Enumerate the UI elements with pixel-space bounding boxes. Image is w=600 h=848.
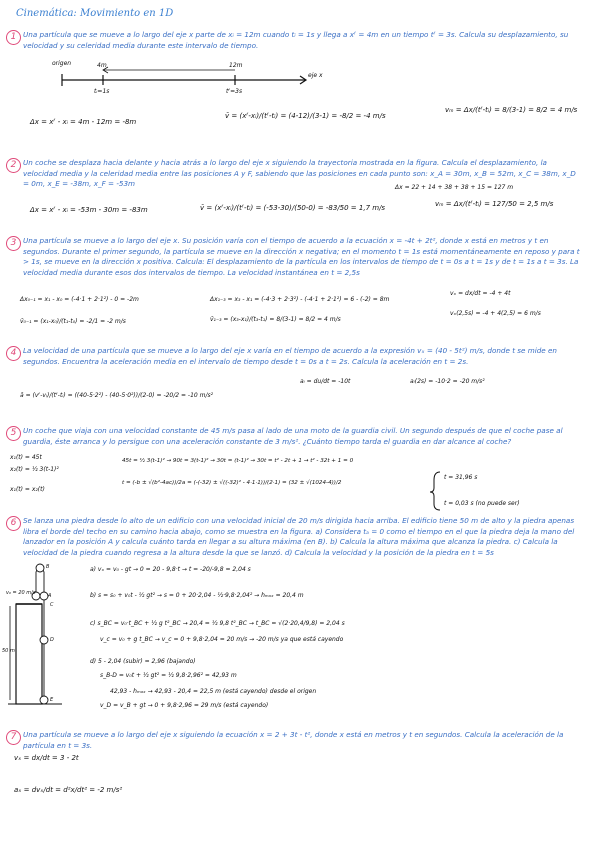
time-final-label: tᶠ=3s [226, 88, 243, 95]
p5-solution-1: t = 31,96 s [444, 474, 478, 481]
time-initial-label: tᵢ=1s [94, 88, 110, 95]
p6-point-a: A [48, 593, 52, 599]
p6-part-d1: d) 5 - 2,04 (subir) = 2,96 (bajando) [90, 658, 196, 665]
p6-height-label: 50 m [2, 648, 15, 654]
axis-label: eje x [308, 72, 323, 79]
problem-3-statement: Una partícula se mueve a lo largo del eje x. Su posición varía con el tiempo de acuerdo a la ecuación x = -4t + 2t², donde x está en metros y t en segundos. Durante el primer segundo, la partícula se mueve en la dirección x negativa; en el momento t = 1s está momentáneamente en reposo y para t > 1s, se mueve en la dirección x positiva. Calcula: El desplazamiento de la partícula en los intervalos de tiempo de t = 0s a t = 1s y de t = 1s a t = 3s. La velocidad media durante esos dos intervalos de tiempo. La velocidad instantánea en t = 2,5s [23, 236, 580, 277]
p4-acceleration-2s-eq: aᵢ(2s) = -10·2 = -20 m/s² [410, 378, 485, 385]
p3-displacement-1-3-eq: Δx₁₋₃ = x₃ - x₁ = (-4·3 + 2·3²) - (-4·1 + 2·1²) = 6 - (-2) = 8m [210, 296, 390, 303]
p4-avg-acceleration-eq: ā = (vᶠ-vᵢ)/(tᶠ-tᵢ) = ((40-5·2²) - (40-5·0²))/(2-0) = -20/2 = -10 m/s² [20, 392, 214, 399]
p6-point-d: D [50, 637, 54, 643]
page-title: Cinemática: Movimiento en 1D [16, 8, 174, 19]
p6-part-d3: 42,93 - hₘₐₓ → 42,93 - 20,4 = 22,5 m (está cayendo) desde el origen [110, 688, 317, 695]
problem-5-number: 5 [6, 426, 21, 441]
p3-displacement-0-1-eq: Δx₀₋₁ = x₁ - x₀ = (-4·1 + 2·1²) - 0 = -2m [20, 296, 139, 303]
p6-part-d2: s_B-D = v₀t + ½ gt² = ½ 9,8·2,96² = 42,93 m [100, 672, 237, 679]
p7-velocity-eq: vₓ = dx/dt = 3 - 2t [14, 754, 79, 762]
p1-speed-eq: vₘ = Δx/(tᶠ-tᵢ) = 8/(3-1) = 8/2 = 4 m/s [445, 106, 578, 114]
p3-velocity-2-5s-eq: vₓ(2,5s) = -4 + 4(2,5) = 6 m/s [450, 310, 541, 317]
problem-3-number: 3 [6, 236, 21, 251]
p6-part-c2: v_c = v₀ + g t_BC → v_c = 0 + 9,8·2,04 = 20 m/s → -20 m/s ya que está cayendo [100, 636, 344, 643]
p6-part-c1: c) s_BC = v₀·t_BC + ½ g t²_BC → 20,4 = ½ 9,8 t²_BC → t_BC = √(2·20,4/9,8) = 2,04 s [90, 620, 345, 627]
problem-5-statement: Un coche que viaja con una velocidad constante de 45 m/s pasa al lado de una moto de la guardia civil. Un segundo después de que el coche pase al guardia, éste arranca y lo persigue con una aceleración constante de 3 m/s². ¿Cuánto tiempo tarda el guardia en dar alcance al coche? [23, 426, 563, 446]
p6-initial-velocity-label: v₀ = 20 m/s [6, 590, 36, 596]
p4-acceleration-eq: aᵢ = du/dt = -10t [300, 378, 351, 385]
problem-2-statement: Un coche se desplaza hacia delante y hacia atrás a lo largo del eje x siguiendo la trayectoria mostrada en la figura. Calcula el desplazamiento, la velocidad media y la celeridad media entre las posiciones A y F, sabiendo que las posiciones en cada punto son: x_A = 30m, x_B = 52m, x_C = 38m, x_D = 0m, x_E = -38m, x_F = -53m [23, 158, 576, 188]
p5-police-eq: x₂(t) = ½ 3(t-1)² [10, 466, 59, 473]
p3-avg-velocity-0-1-eq: v̄₀₋₁ = (x₁-x₀)/(t₁-t₀) = -2/1 = -2 m/s [20, 318, 126, 325]
problem-6-statement: Se lanza una piedra desde lo alto de un edificio con una velocidad inicial de 20 m/s dirigida hacia arriba. El edificio tiene 50 m de alto y la piedra apenas libra el borde del techo en su camino hacia abajo, como se muestra en la figura. a) Considera tₐ = 0 como el tiempo en el que la piedra deja la mano del lanzador en la posición A y calcula cuánto tarda en llegar a su altura máxima (en B). b) Calcula la altura máxima que alcanza la piedra. c) Calcula la velocidad de la piedra cuando regresa a la altura desde la que se lanzó. d) Calcula la velocidad y la posición de la piedra en t = 5s [23, 516, 575, 557]
problem-4-number: 4 [6, 346, 21, 361]
p3-avg-velocity-1-3-eq: v̄₁₋₃ = (x₃-x₁)/(t₃-t₁) = 8/(3-1) = 8/2 = 4 m/s [210, 316, 341, 323]
p6-point-c: C [50, 602, 54, 608]
problem-6-number: 6 [6, 516, 21, 531]
mark-12m-label: 12m [229, 62, 243, 69]
origin-label: origen [52, 60, 72, 67]
p5-quadratic-solution-eq: t = (-b ± √(b²-4ac))/2a = (-(-32) ± √((-32)² - 4·1·1))/(2·1) = (32 ± √(1024-4))/2 [122, 480, 342, 486]
p6-part-a: a) vₓ = v₀ - gt → 0 = 20 - 9,8·t → t = -20/-9,8 = 2,04 s [90, 566, 251, 573]
p2-velocity-eq: v̄ = (xᶠ-xᵢ)/(tᶠ-tᵢ) = (-53-30)/(50-0) = -83/50 = 1,7 m/s [200, 204, 386, 212]
p2-displacement-eq: Δx = xᶠ - xᵢ = -53m - 30m = -83m [30, 206, 148, 214]
problem-4-statement: La velocidad de una partícula que se mueve a lo largo del eje x varía en el tiempo de acuerdo a la expresión vₓ = (40 - 5t²) m/s, donde t se mide en segundos. Encuentra la aceleración media en el intervalo de tiempo desde t = 0s a t = 2s. Calcula la aceleración en t = 2s. [23, 346, 557, 366]
p5-car-eq: x₁(t) = 45t [10, 454, 42, 461]
p5-meet-eq: x₁(t) = x₂(t) [10, 486, 45, 493]
p1-velocity-eq: v̄ = (xᶠ-xᵢ)/(tᶠ-tᵢ) = (4-12)/(3-1) = -8/2 = -4 m/s [225, 112, 386, 120]
p5-solution-2: t = 0,03 s (no puede ser) [444, 500, 520, 507]
mark-4m-label: 4m [97, 62, 107, 69]
p6-point-e: E [50, 697, 54, 703]
p7-acceleration-eq: aₓ = dvₓ/dt = d²x/dt² = -2 m/s² [14, 786, 123, 794]
p6-point-b: B [46, 564, 50, 570]
problem-2-number: 2 [6, 158, 21, 173]
p6-part-d4: v_D = v_B + gt → 0 + 9,8·2,96 = 29 m/s (está cayendo) [100, 702, 269, 709]
p5-quadratic-setup-eq: 45t = ½ 3(t-1)² → 90t = 3(t-1)² → 30t = (t-1)² → 30t = t² - 2t + 1 → t² - 32t + 1 = 0 [122, 458, 354, 464]
p2-distance-eq: Δx = 22 + 14 + 38 + 38 + 15 = 127 m [395, 184, 514, 191]
problem-1-number: 1 [6, 30, 21, 45]
p2-speed-eq: vₘ = Δx/(tᶠ-tᵢ) = 127/50 = 2,5 m/s [435, 200, 554, 208]
p3-instant-velocity-eq: vₓ = dx/dt = -4 + 4t [450, 290, 511, 297]
p1-displacement-eq: Δx = xᶠ - xᵢ = 4m - 12m = -8m [30, 118, 137, 126]
problem-7-statement: Una partícula se mueve a lo largo del eje x siguiendo la ecuación x = 2 + 3t - t², donde x está en metros y t en segundos. Calcula la aceleración de la partícula en t = 3s. [23, 730, 564, 750]
problem-1-statement: Una partícula que se mueve a lo largo del eje x parte de xᵢ = 12m cuando tᵢ = 1s y llega a xᶠ = 4m en un tiempo tᶠ = 3s. Calcula su desplazamiento, su velocidad y su celeridad media durante este intervalo de tiempo. [23, 30, 569, 50]
p6-part-b: b) s = s₀ + v₀t - ½ gt² → s = 0 + 20·2,04 - ½·9,8·2,04² → hₘₐₓ = 20,4 m [90, 592, 304, 599]
problem-7-number: 7 [6, 730, 21, 745]
